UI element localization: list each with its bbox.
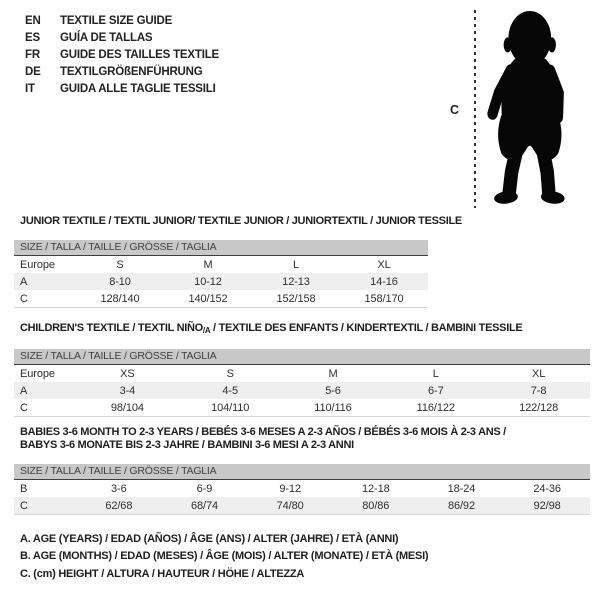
babies-size-table [14, 480, 590, 515]
row-label-cell: Europe [20, 367, 55, 380]
junior-size-header-bar: SIZE / TALLA / TAILLE / GRÖSSE / TAGLIA [14, 240, 428, 256]
size-value-cell: 12-13 [282, 275, 310, 288]
size-value-cell: 9-12 [279, 482, 301, 495]
row-label-cell: A [20, 384, 28, 397]
language-title: GUIDA ALLE TAGLIE TESSILI [60, 82, 216, 95]
language-code: ES [25, 31, 40, 44]
row-label-cell: C [20, 499, 28, 512]
junior-size-table [14, 256, 428, 308]
language-list [25, 12, 219, 97]
babies-textile-section [14, 426, 590, 515]
size-value-cell: 8-10 [109, 275, 131, 288]
size-value-cell: M [328, 367, 338, 380]
measure-legend [20, 531, 428, 583]
size-value-cell: M [203, 258, 213, 271]
language-code: FR [25, 48, 40, 61]
size-value-cell: 122/128 [519, 401, 559, 414]
size-value-cell: 5-6 [325, 384, 341, 397]
row-label-cell: A [20, 275, 28, 288]
size-value-cell: 104/110 [211, 401, 250, 414]
children-title-pre: CHILDREN'S TEXTILE / TEXTIL NIÑO [20, 322, 203, 334]
size-value-cell: L [432, 367, 439, 380]
babies-section-title-line1: BABIES 3-6 MONTH TO 2-3 YEARS / BEBÉS 3-6 MESES A 2-3 AÑOS / BÉBÉS 3-6 MOIS À 2-3 ANS / [20, 426, 506, 438]
baby-silhouette-icon [487, 10, 571, 206]
size-value-cell: 116/122 [416, 401, 455, 414]
row-label-cell: B [20, 482, 28, 495]
language-row [25, 80, 219, 97]
babies-section-title-line2: BABYS 3-6 MONATE BIS 2-3 JAHRE / BAMBINI 3-6 MESI A 2-3 ANNI [20, 439, 354, 451]
table-row [14, 290, 428, 308]
size-value-cell: 68/74 [190, 499, 218, 512]
table-row [14, 480, 590, 497]
size-value-cell: XL [531, 367, 546, 380]
size-value-cell: 18-24 [447, 482, 476, 495]
children-title-post: / TEXTILE DES ENFANTS / KINDERTEXTIL / BAMBINI TESSILE [210, 322, 523, 334]
language-title: GUÍA DE TALLAS [60, 31, 153, 44]
legend-line: A. AGE (YEARS) / EDAD (AÑOS) / ÂGE (ANS) / ALTER (JAHRE) / ETÀ (ANNI) [20, 533, 399, 545]
table-row [14, 273, 428, 290]
size-value-cell: 14-16 [370, 275, 398, 288]
size-value-cell: 6-7 [427, 384, 444, 397]
size-value-cell: 4-5 [222, 384, 238, 397]
size-value-cell: 158/170 [364, 292, 404, 305]
language-code: DE [25, 65, 41, 78]
language-title: GUIDE DES TAILLES TEXTILE [60, 48, 219, 61]
children-section-title [14, 322, 590, 337]
language-row [25, 12, 219, 29]
children-size-table [14, 365, 590, 417]
table-row [14, 256, 428, 273]
table-row [14, 399, 590, 417]
size-value-cell: 3-6 [111, 482, 127, 495]
height-reference-line [474, 10, 476, 208]
size-value-cell: S [116, 258, 124, 271]
row-label-cell: C [20, 292, 28, 305]
babies-size-header-bar: SIZE / TALLA / TAILLE / GRÖSSE / TAGLIA [14, 464, 590, 480]
size-value-cell: XL [377, 258, 391, 271]
size-value-cell: XS [120, 367, 135, 380]
table-row [14, 365, 590, 382]
table-row [14, 382, 590, 399]
children-textile-section [14, 322, 590, 417]
language-code: IT [25, 82, 35, 95]
size-value-cell: 92/98 [533, 499, 561, 512]
legend-line: C. (cm) HEIGHT / ALTURA / HAUTEUR / HÖHE / ALTEZZA [20, 567, 305, 580]
legend-line: B. AGE (MONTHS) / EDAD (MESES) / ÂGE (MOIS) / ALTER (MONATE) / ETÀ (MESI) [20, 550, 429, 563]
size-value-cell: 3-4 [119, 384, 136, 397]
table-row [14, 497, 590, 515]
height-measure-label: C [450, 103, 460, 117]
size-value-cell: 6-9 [196, 482, 213, 495]
size-value-cell: 62/68 [105, 499, 133, 512]
size-value-cell: 24-36 [533, 482, 561, 495]
children-size-header-bar: SIZE / TALLA / TAILLE / GRÖSSE / TAGLIA [14, 349, 590, 365]
size-value-cell: 86/92 [447, 499, 475, 512]
size-value-cell: 140/152 [188, 292, 228, 305]
size-value-cell: 74/80 [276, 499, 304, 512]
size-value-cell: 7-8 [530, 384, 547, 397]
baby-figure [446, 0, 596, 215]
size-value-cell: 110/116 [314, 401, 352, 414]
size-value-cell: 98/104 [110, 401, 144, 414]
children-title-subscript: /A [202, 326, 211, 335]
language-row [25, 63, 219, 80]
size-value-cell: 10-12 [194, 275, 222, 288]
size-value-cell: L [292, 258, 300, 271]
junior-section-title: JUNIOR TEXTILE / TEXTIL JUNIOR/ TEXTILE JUNIOR / JUNIORTEXTIL / JUNIOR TESSILE [20, 215, 462, 227]
junior-textile-section [14, 215, 462, 308]
language-title: TEXTILGRÖßENFÜHRUNG [60, 65, 203, 78]
size-value-cell: 128/140 [100, 292, 140, 305]
size-value-cell: 12-18 [361, 482, 390, 495]
language-row [25, 46, 219, 63]
row-label-cell: Europe [20, 258, 55, 271]
size-value-cell: 80/86 [362, 499, 390, 512]
language-row [25, 29, 219, 46]
size-value-cell: 152/158 [276, 292, 316, 305]
language-code: EN [25, 14, 41, 27]
size-value-cell: S [226, 367, 234, 380]
language-title: TEXTILE SIZE GUIDE [60, 14, 173, 27]
row-label-cell: C [20, 401, 28, 414]
